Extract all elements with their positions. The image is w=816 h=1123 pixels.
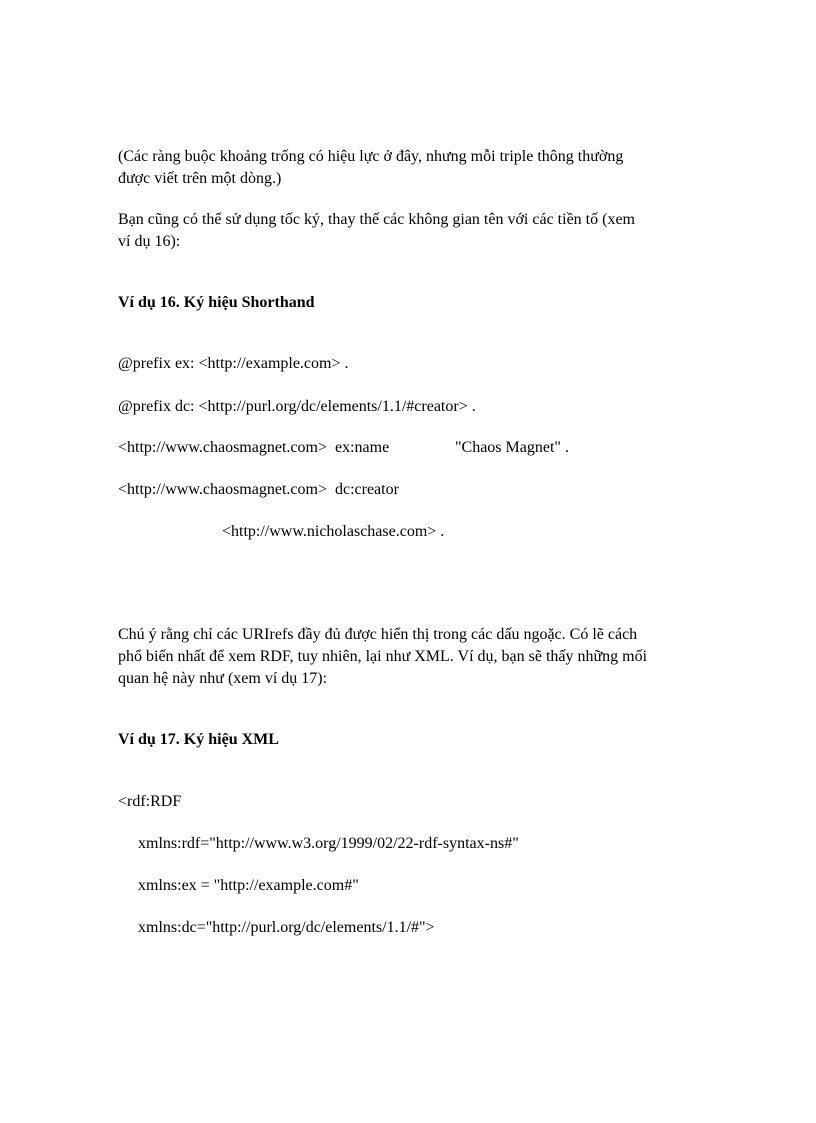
code-line-triple1-object: "Chaos Magnet" . (455, 439, 569, 456)
code-line-prefix-dc: @prefix dc: <http://purl.org/dc/elements/1.1/#creator> . (118, 398, 476, 415)
example-16-heading: Ví dụ 16. Ký hiệu Shorthand (118, 294, 315, 311)
code-line-triple2-subject: <http://www.chaosmagnet.com> dc:creator (118, 481, 399, 498)
code-line-xmlns-rdf: xmlns:rdf="http://www.w3.org/1999/02/22-rdf-syntax-ns#" (138, 835, 519, 852)
paragraph-line: phổ biến nhất để xem RDF, tuy nhiên, lại như XML. Ví dụ, bạn sẽ thấy những mối (118, 648, 648, 665)
example-17-heading: Ví dụ 17. Ký hiệu XML (118, 731, 279, 748)
code-line-xmlns-ex: xmlns:ex = "http://example.com#" (138, 877, 359, 894)
code-line-xmlns-dc: xmlns:dc="http://purl.org/dc/elements/1.1/#"> (138, 919, 435, 936)
paragraph-line: ví dụ 16): (118, 233, 181, 250)
paragraph-line: Bạn cũng có thể sử dụng tốc ký, thay thế các không gian tên với các tiền tố (xem (118, 211, 635, 228)
paragraph-line: Chú ý rằng chỉ các URIrefs đầy đủ được hiển thị trong các dấu ngoặc. Có lẽ cách (118, 626, 638, 643)
code-line-prefix-ex: @prefix ex: <http://example.com> . (118, 355, 349, 372)
paragraph-line: được viết trên một dòng.) (118, 170, 282, 187)
paragraph-line: quan hệ này như (xem ví dụ 17): (118, 670, 328, 687)
code-line-rdf-open: <rdf:RDF (118, 793, 182, 810)
code-line-triple1-subject: <http://www.chaosmagnet.com> ex:name (118, 439, 390, 456)
code-line-triple2-object: <http://www.nicholaschase.com> . (222, 523, 445, 540)
paragraph-line: (Các ràng buộc khoảng trống có hiệu lực ở đây, nhưng mỗi triple thông thường (118, 148, 624, 165)
